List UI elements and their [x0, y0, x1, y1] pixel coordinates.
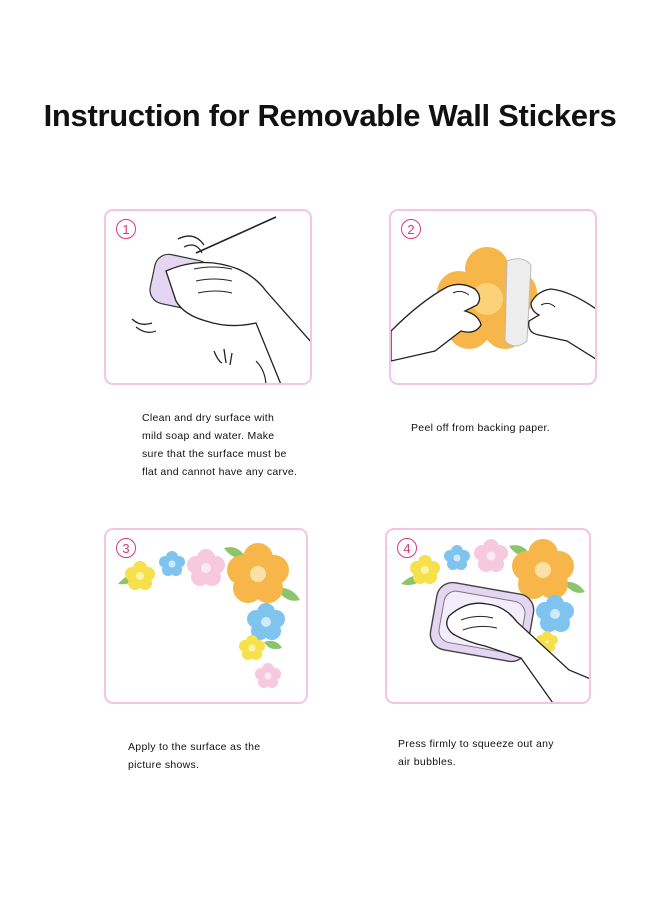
step-4-caption	[398, 735, 618, 771]
caption-line: picture shows.	[128, 759, 200, 771]
step-3-panel	[104, 528, 308, 704]
caption-line: mild soap and water. Make	[142, 430, 275, 442]
step-1-caption	[142, 409, 342, 481]
step-3-caption	[128, 738, 328, 774]
flower-stickers-icon	[106, 530, 308, 704]
step-2-number: 2	[401, 219, 421, 239]
step-2-caption	[411, 419, 611, 437]
hand-wiping-icon	[106, 211, 312, 385]
caption-line: flat and cannot have any carve.	[142, 466, 298, 478]
step-2-panel	[389, 209, 597, 385]
peeling-sticker-icon	[391, 211, 597, 385]
page-title: Instruction for Removable Wall Stickers	[43, 98, 617, 133]
step-1-panel	[104, 209, 312, 385]
step-3-number: 3	[116, 538, 136, 558]
caption-line: Peel off from backing paper.	[411, 422, 550, 434]
caption-line: air bubbles.	[398, 756, 456, 768]
caption-line: Clean and dry surface with	[142, 412, 275, 424]
caption-line: Apply to the surface as the	[128, 741, 261, 753]
pressing-hand-icon	[387, 530, 591, 704]
step-1-number: 1	[116, 219, 136, 239]
caption-line: sure that the surface must be	[142, 448, 287, 460]
step-4-number: 4	[397, 538, 417, 558]
caption-line: Press firmly to squeeze out any	[398, 738, 554, 750]
step-4-panel	[385, 528, 591, 704]
